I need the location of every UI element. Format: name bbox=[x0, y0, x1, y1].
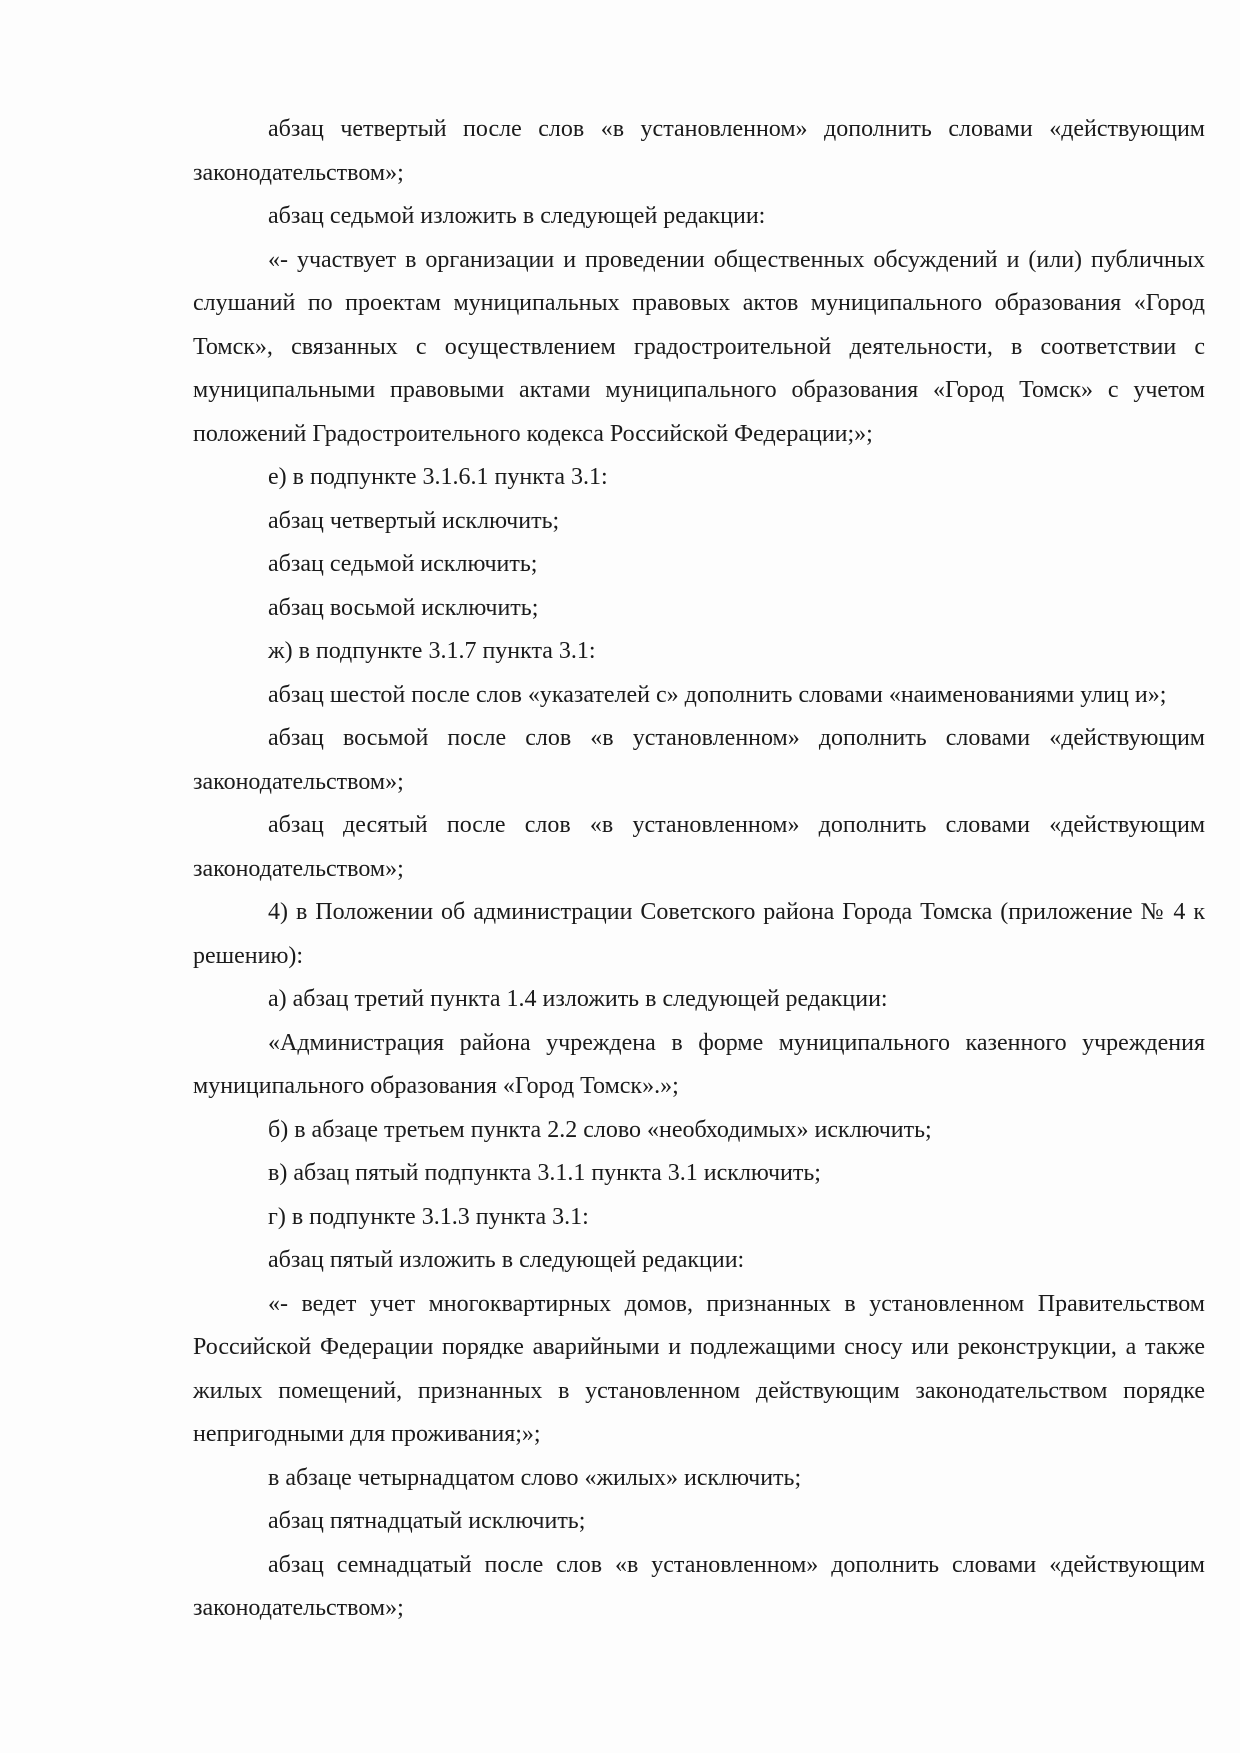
paragraph: абзац десятый после слов «в установленном» дополнить словами «действующим законодательством»; bbox=[193, 812, 1205, 882]
paragraph: абзац седьмой изложить в следующей редакции: bbox=[268, 203, 766, 229]
paragraph: «Администрация района учреждена в форме муниципального казенного учреждения муниципального образования «Город Томск».»; bbox=[193, 1029, 1205, 1099]
paragraph: б) в абзаце третьем пункта 2.2 слово «необходимых» исключить; bbox=[268, 1116, 932, 1143]
paragraph: абзац пятый изложить в следующей редакции: bbox=[268, 1247, 745, 1273]
paragraph: ж) в подпункте 3.1.7 пункта 3.1: bbox=[268, 638, 596, 664]
paragraph: абзац семнадцатый после слов «в установленном» дополнить словами «действующим законодательством»; bbox=[193, 1551, 1205, 1621]
paragraph: абзац шестой после слов «указателей с» дополнить словами «наименованиями улиц и»; bbox=[268, 681, 1167, 708]
paragraph: абзац восьмой исключить; bbox=[268, 594, 539, 621]
paragraph: абзац седьмой исключить; bbox=[268, 551, 538, 577]
paragraph: в) абзац пятый подпункта 3.1.1 пункта 3.1 исключить; bbox=[268, 1160, 821, 1186]
document-body bbox=[193, 108, 1205, 1631]
paragraph: абзац четвертый исключить; bbox=[268, 507, 560, 534]
paragraph: «- ведет учет многоквартирных домов, признанных в установленном Правительством Российской Федерации порядке аварийными и подлежащими сносу или реконструкции, а также жилых помещений, признанных в установленном действующим законодательством порядке непригодными для проживания;»; bbox=[193, 1290, 1205, 1447]
paragraph: абзац пятнадцатый исключить; bbox=[268, 1508, 586, 1534]
paragraph: г) в подпункте 3.1.3 пункта 3.1: bbox=[268, 1203, 589, 1230]
paragraph: в абзаце четырнадцатом слово «жилых» исключить; bbox=[268, 1464, 802, 1491]
paragraph: абзац восьмой после слов «в установленном» дополнить словами «действующим законодательством»; bbox=[193, 725, 1205, 795]
paragraph: а) абзац третий пункта 1.4 изложить в следующей редакции: bbox=[268, 986, 888, 1012]
paragraph: 4) в Положении об администрации Советского района Города Томска (приложение № 4 к решению): bbox=[193, 899, 1205, 969]
paragraph: «- участвует в организации и проведении общественных обсуждений и (или) публичных слушаний по проектам муниципальных правовых актов муниципального образования «Город Томск», связанных с осуществлением градостроительной деятельности, в соответствии с муниципальными правовыми актами муниципального образования «Город Томск» с учетом положений Градостроительного кодекса Российской Федерации;»; bbox=[193, 246, 1205, 447]
paragraph: абзац четвертый после слов «в установленном» дополнить словами «действующим законодательством»; bbox=[193, 116, 1205, 186]
paragraph: е) в подпункте 3.1.6.1 пункта 3.1: bbox=[268, 464, 608, 490]
